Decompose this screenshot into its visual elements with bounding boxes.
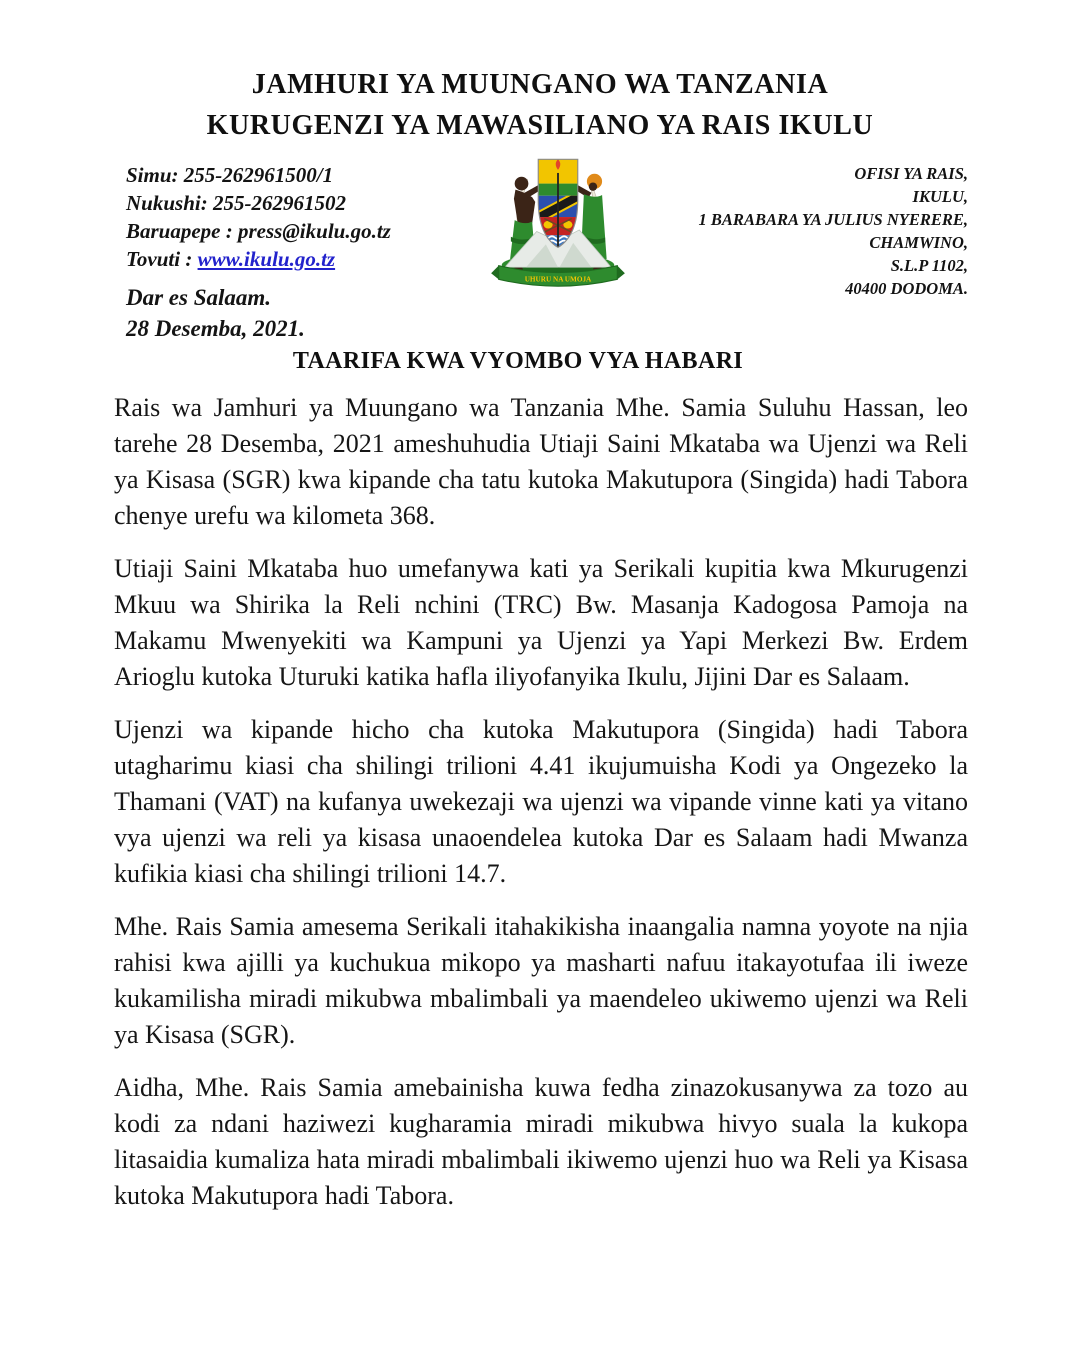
coat-of-arms (482, 153, 634, 293)
dateline-date: 28 Desemba, 2021. (126, 316, 305, 341)
body-paragraph: Ujenzi wa kipande hicho cha kutoka Makutupora (Singida) hadi Tabora utagharimu kiasi cha shilingi trilioni 4.41 ikujumuisha Kodi ya Ongezeko la Thamani (VAT) na kufanya uwekezaji wa ujenzi wa vipande vinne kati ya vitano vya ujenzi wa reli ya kisasa unaoendelea kutoka Dar es Salaam hadi Mwanza kufikia kiasi cha shilingi trilioni 14.7. (114, 715, 968, 888)
contact-fax: Nukushi: 255-262961502 (126, 191, 346, 215)
body-paragraph: Rais wa Jamhuri ya Muungano wa Tanzania Mhe. Samia Suluhu Hassan, leo tarehe 28 Desemba, 2021 ameshuhudia Utiaji Saini Mkataba wa Ujenzi wa Reli ya Kisasa (SGR) kwa kipande cha tatu kutoka Makutupora (Singida) hadi Tabora chenye urefu wa kilometa 368. (114, 393, 968, 530)
contact-block (126, 161, 391, 273)
body-text (114, 390, 968, 1231)
website-label: Tovuti : (126, 247, 198, 271)
body-paragraph: Mhe. Rais Samia amesema Serikali itahakikisha inaangalia namna yoyote na njia rahisi kwa ajilli ya kuchukua mikopo ya masharti nafuu itakayotufaa ili iweze kukamilisha miradi mikubwa mbalimbali ya maendeleo ukiwemo ujenzi wa Reli ya Kisasa (SGR). (114, 912, 968, 1049)
address-block (699, 162, 968, 300)
address-line: S.L.P 1102, (890, 256, 968, 275)
org-title-line2: KURUGENZI YA MAWASILIANO YA RAIS IKULU (206, 110, 874, 141)
org-title-line1: JAMHURI YA MUUNGANO WA TANZANIA (251, 69, 829, 100)
dateline (126, 282, 305, 344)
address-line: 1 BARABARA YA JULIUS NYERERE, (698, 210, 968, 229)
contact-email: Baruapepe : press@ikulu.go.tz (126, 219, 391, 243)
tanzania-coat-of-arms-graphic (482, 153, 634, 294)
address-line: 40400 DODOMA. (845, 279, 968, 298)
contact-website-row (126, 245, 391, 273)
body-paragraph: Utiaji Saini Mkataba huo umefanywa kati ya Serikali kupitia kwa Mkurugenzi Mkuu wa Shirika la Reli nchini (TRC) Bw. Masanja Kadogosa Pamoja na Makamu Mwenyekiti wa Kampuni ya Ujenzi ya Yapi Merkezi Bw. Erdem Arioglu kutoka Uturuki katika hafla iliyofanyika Ikulu, Jijini Dar es Salaam. (114, 554, 968, 691)
contact-phone: Simu: 255-262961500/1 (126, 163, 334, 187)
subject-heading: TAARIFA KWA VYOMBO VYA HABARI (292, 348, 744, 374)
body-paragraph: Aidha, Mhe. Rais Samia amebainisha kuwa fedha zinazokusanywa za tozo au kodi za ndani haziwezi kugharamia miradi mikubwa hivyo suala la kukopa litasaidia kumaliza hata miradi mbalimbali ikiwemo ujenzi huo wa Reli ya Kisasa kutoka Makutupora hadi Tabora. (114, 1073, 968, 1210)
address-line: IKULU, (912, 187, 968, 206)
address-line: OFISI YA RAIS, (854, 164, 968, 183)
dateline-city: Dar es Salaam. (126, 285, 272, 310)
address-line: CHAMWINO, (869, 233, 968, 252)
website-link[interactable]: www.ikulu.go.tz (197, 247, 336, 271)
org-title (0, 64, 1080, 146)
motto-text: UHURU NA UMOJA (524, 275, 592, 284)
